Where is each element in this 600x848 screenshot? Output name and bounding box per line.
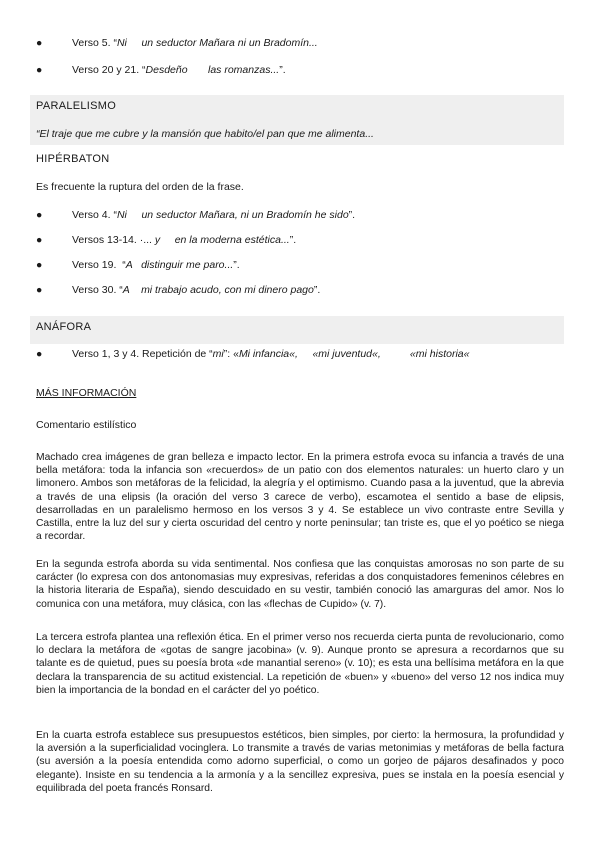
bullet-icon: ● [36, 64, 43, 76]
bullet-icon: ● [36, 209, 43, 221]
list-item [36, 36, 318, 50]
bullet-icon: ● [36, 259, 43, 271]
bullet-quote: A mi trabajo acudo, con mi dinero pago [122, 284, 314, 296]
list-item [36, 258, 240, 272]
list-item [36, 63, 286, 77]
bullet-quote: y en la moderna estética... [154, 234, 290, 246]
bullet-suffix: ”. [233, 259, 240, 271]
bullet-suffix: ”. [289, 234, 297, 246]
bullet-icon: ● [36, 37, 43, 49]
mas-informacion-link[interactable]: MÁS INFORMACIÓN [36, 387, 137, 399]
section-heading: HIPÉRBATON [36, 153, 110, 165]
bullet-text: Verso 4. “ [72, 209, 117, 221]
bullet-icon: ● [36, 348, 43, 360]
list-item [36, 347, 469, 361]
subtitle: Comentario estilístico [36, 419, 137, 431]
bullet-quote: Desdeño las romanzas... [145, 64, 280, 76]
paragraph: En la cuarta estrofa establece sus presupuestos estéticos, bien simples, por cierto: la hermosura, la profundidad y la aversión a la superficialidad vocinglera. Lo transmite a través de varias metonimias y metáforas de bella factura (su aversión a la poesía entendida como adorno superficial, o como un gorjeo de pájaros desafinados y poco elegante). Insiste en su tendencia a la armonía y a la sencillez expresiva, pues se instala en la poesía esencial y equilibrada del poeta francés Ronsard. [36, 730, 564, 794]
bullet-quote: Ni un seductor Mañara ni un Bradomín... [116, 37, 318, 49]
bullet-text: Verso 19. “ [72, 259, 126, 271]
bullet-icon: ● [36, 234, 43, 246]
bullet-text: Verso 30. “ [72, 284, 123, 296]
anafora-band [30, 316, 564, 344]
list-item [36, 283, 320, 297]
paragraph: En la segunda estrofa aborda su vida sentimental. Nos confiesa que las conquistas amorosas no son parte de su carácter (lo expresa con dos antonomasias muy expresivas, referidas a dos conquistadores femeninos célebres en la historia literaria de España), siendo descuidado en su vestir, también conoció las amarguras del amor. Nos lo comunica con una metáfora, muy clásica, con las «flechas de Cupido» (v. 7). [36, 559, 564, 610]
bullet-suffix: ”. [279, 64, 286, 76]
bullet-suffix: ”: « [223, 348, 239, 360]
bullet-text: Verso 1, 3 y 4. Repetición de “ [72, 348, 213, 360]
bullet-quote: Mi infancia«, «mi juventud«, «mi historia« [238, 348, 470, 360]
bullet-quote: mi [212, 348, 224, 360]
paralelismo-quote: “El traje que me cubre y la mansión que habito/el pan que me alimenta... [36, 128, 374, 140]
list-item [36, 233, 296, 247]
bullet-text: Verso 20 y 21. “ [72, 64, 146, 76]
bullet-quote: A distinguir me paro... [125, 259, 234, 271]
paragraph: La tercera estrofa plantea una reflexión ética. En el primer verso nos recuerda cierta punta de revolucionario, como lo declara la metáfora de «gotas de sangre jacobina» (v. 9). Aunque pronto se apresura a recordarnos que su talante es de quietud, pues su poesía brota «de manantial sereno» (v. 10); es esta una bellísima metáfora en la que declara la transparencia de su actitud existencial. La repetición de «buen» y «bueno» del verso 12 nos indica muy bien la importancia de la bondad en el carácter del yo poético. [36, 632, 564, 696]
bullet-icon: ● [36, 284, 43, 296]
bullet-suffix: ”. [313, 284, 321, 296]
section-heading: PARALELISMO [36, 100, 117, 112]
bullet-text: Verso 5. “ [72, 37, 117, 49]
list-item [36, 208, 355, 222]
bullet-quote: Ni un seductor Mañara, ni un Bradomín he sido [116, 209, 349, 221]
paragraph: Machado crea imágenes de gran belleza e impacto lector. En la primera estrofa evoca su infancia a través de una bella metáfora: toda la infancia son «recuerdos» de un patio con dos elementos naturales: un huerto claro y un limonero. Ambos son metáforas de la felicidad, la alegría y el optimismo. Cuando pasa a la juventud, que la abrevia a través de una elipsis (la oración del verso 3 carece de verbo), escamotea el sentido a base de elipsis, desarrolladas en un paralelismo hermoso en los versos 3 y 4. Se establece un vivo contraste entre Sevilla y Castilla, entre la luz del sur y cierta oscuridad del centro y norte peninsular; tan triste es, que el yo poético se niega a recordar. [36, 452, 564, 543]
section-intro: Es frecuente la ruptura del orden de la frase. [36, 181, 244, 193]
section-heading: ANÁFORA [36, 321, 92, 333]
bullet-text: Versos 13-14. ·... [72, 234, 155, 246]
bullet-suffix: ”. [348, 209, 356, 221]
